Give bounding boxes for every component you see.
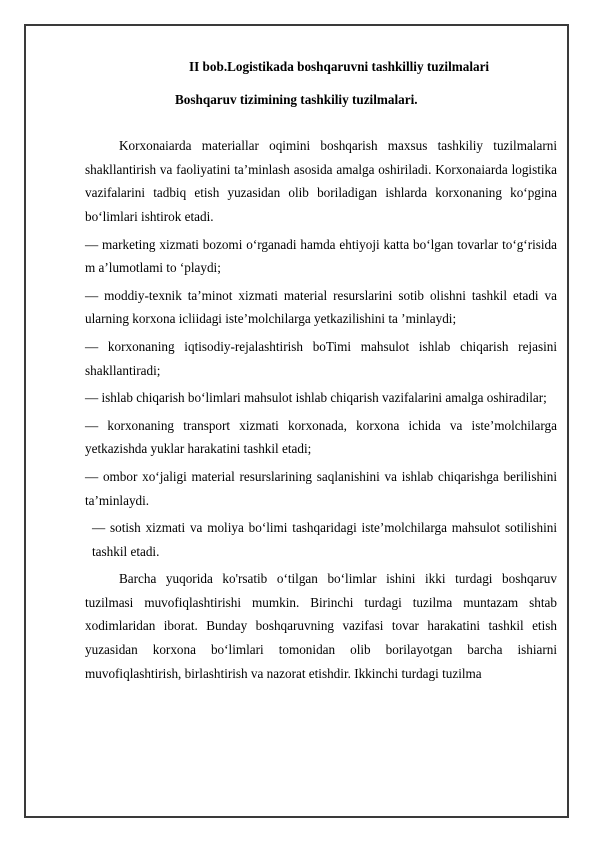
spacer <box>85 111 557 134</box>
closing-paragraph: Barcha yuqorida ko'rsatib o‘tilgan bo‘limlar ishini ikki turdagi boshqaruv tuzilmasi muvofiqlashtirishi mumkin. Birinchi turdagi tuzilma muntazam shtab xodimlaridan iborat. Bunday boshqaruvning vazifasi tovar harakatini tashkil etish yuzasidan korxona bo‘limlari tomonidan olib borilayotgan barcha ishiarni muvofiqlashtirish, birlashtirish va nazorat etishdir. Ikkinchi turdagi tuzilma <box>85 571 557 681</box>
list-item-warehouse: — ombor xo‘jaligi material resurslarining saqlanishini va ishlab chiqarishga berilishini ta’minlaydi. <box>85 468 557 508</box>
list-item-sales: — sotish xizmati va moliya bo‘limi tashqaridagi iste’molchilarga mahsulot sotilishini tashkil etadi. <box>92 520 557 559</box>
intro-paragraph: Korxonaiarda materiallar oqimini boshqarish maxsus tashkiliy tuzilmalarni shakllantirish va faoliyatini ta’minlash asosida amalga oshiriladi. Korxonaiarda logistika vazifalarini tadbiq etish yuzasidan olib boriladigan ishlarda korxonaning ko‘pgina bo‘limlari ishtirok etadi. <box>85 138 557 224</box>
chapter-title: II bob.Logistikada boshqaruvni tashkilliy tuzilmalari <box>189 59 490 74</box>
list-item-supply: — moddiy-texnik ta’minot xizmati material resurslarini sotib olishni tashkil etadi va ularning korxona icliidagi iste’molchilarga yetkazilishini ta ’minlaydi; <box>85 287 557 327</box>
list-item-transport: — korxonaning transport xizmati korxonada, korxona ichida va iste’molchilarga yetkazishda yuklar harakatini tashkil etadi; <box>85 417 557 457</box>
document-body <box>85 53 557 685</box>
list-item-marketing: — marketing xizmati bozomi o‘rganadi hamda ehtiyoji katta bo‘lgan tovarlar to‘g‘risida m a’lumotlami to ‘playdi; <box>85 236 557 276</box>
list-item-production: — ishlab chiqarish bo‘limlari mahsulot ishlab chiqarish vazifalarini amalga oshiradilar; <box>85 390 547 406</box>
list-item-planning: — korxonaning iqtisodiy-rejalashtirish boTimi mahsulot ishlab chiqarish rejasini shakllantiradi; <box>85 338 557 378</box>
section-title: Boshqaruv tizimining tashkiliy tuzilmalari. <box>175 91 418 107</box>
